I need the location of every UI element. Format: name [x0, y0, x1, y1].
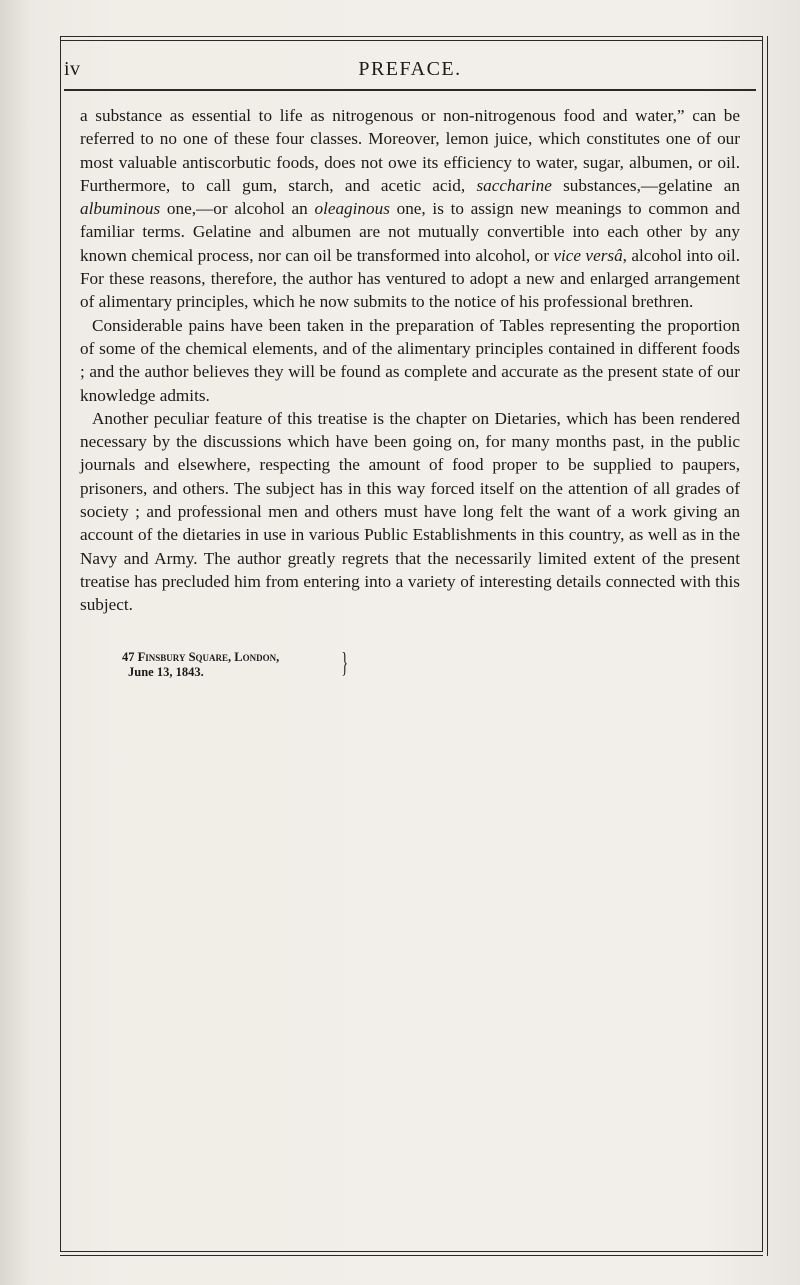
- signature-block: [122, 648, 349, 680]
- paragraph: [80, 407, 740, 617]
- signature-address: 47 Finsbury Square, London,: [122, 650, 280, 664]
- italic-term: vice versâ: [553, 245, 623, 265]
- text-segment: , alcohol into oil. For these reasons, therefore, the author has ventured to adopt a new and enlarged arrangement of alimentary principles, which he now submits to the notice of his professional brethren.: [80, 245, 740, 312]
- page-border-top-rule: [60, 40, 763, 41]
- text-segment: substances,—gelatine an: [551, 175, 740, 195]
- header-rule: [64, 89, 756, 91]
- text-segment: one,—or alcohol an: [160, 199, 315, 219]
- text-segment: Another peculiar feature of this treatise is the chapter on Dietaries, which has been rendered necessary by the discussions which have been going on, for many months past, in the public journals and elsewhere, respecting the amount of food proper to be supplied to paupers, prisoners, and others. The subject has in this way forced itself on the attention of all grades of society ; and professional men and others must have long felt the want of a work giving an account of the dietaries in use in various Public Establishments in this country, as well as in the Navy and Army. The author greatly regrets that the necessarily limited extent of the present treatise has precluded him from entering into a variety of interesting details connected with this subject.: [80, 408, 740, 615]
- text-segment: a substance as essential to life as nitrogenous or non-nitrogenous food and water,” can be referred to no one of these four classes. Moreover, lemon juice, which constitutes one of our most valuable antiscorbutic foods, does not owe its efficiency to water, sugar, albumen, or oil. Furthermore, to call gum, starch, and acetic acid,: [80, 106, 740, 195]
- signature-date: June 13, 1843.: [128, 665, 204, 679]
- italic-term: oleaginous: [314, 199, 390, 219]
- italic-term: saccharine: [476, 175, 552, 195]
- body-text: [80, 104, 740, 617]
- bottom-rule: [60, 1255, 763, 1256]
- running-title: PREFACE.: [358, 58, 462, 80]
- page-number: iv: [64, 58, 81, 80]
- italic-term: albuminous: [80, 199, 161, 219]
- paragraph: [80, 104, 740, 314]
- signature-brace: }: [341, 648, 349, 679]
- paragraph: [80, 314, 740, 407]
- running-header: [64, 58, 756, 84]
- text-segment: one, is to assign new meanings to common and familiar terms. Gelatine and albumen are not mutually convertible into each other by any known chemical process, nor can oil be transformed into alcohol, or: [80, 199, 740, 265]
- page-edge-line: [767, 36, 768, 1256]
- text-segment: Considerable pains have been taken in the preparation of Tables representing the proportion of some of the chemical elements, and of the alimentary principles contained in different foods ; and the author believes they will be found as complete and accurate as the present state of our knowledge admits.: [80, 315, 740, 405]
